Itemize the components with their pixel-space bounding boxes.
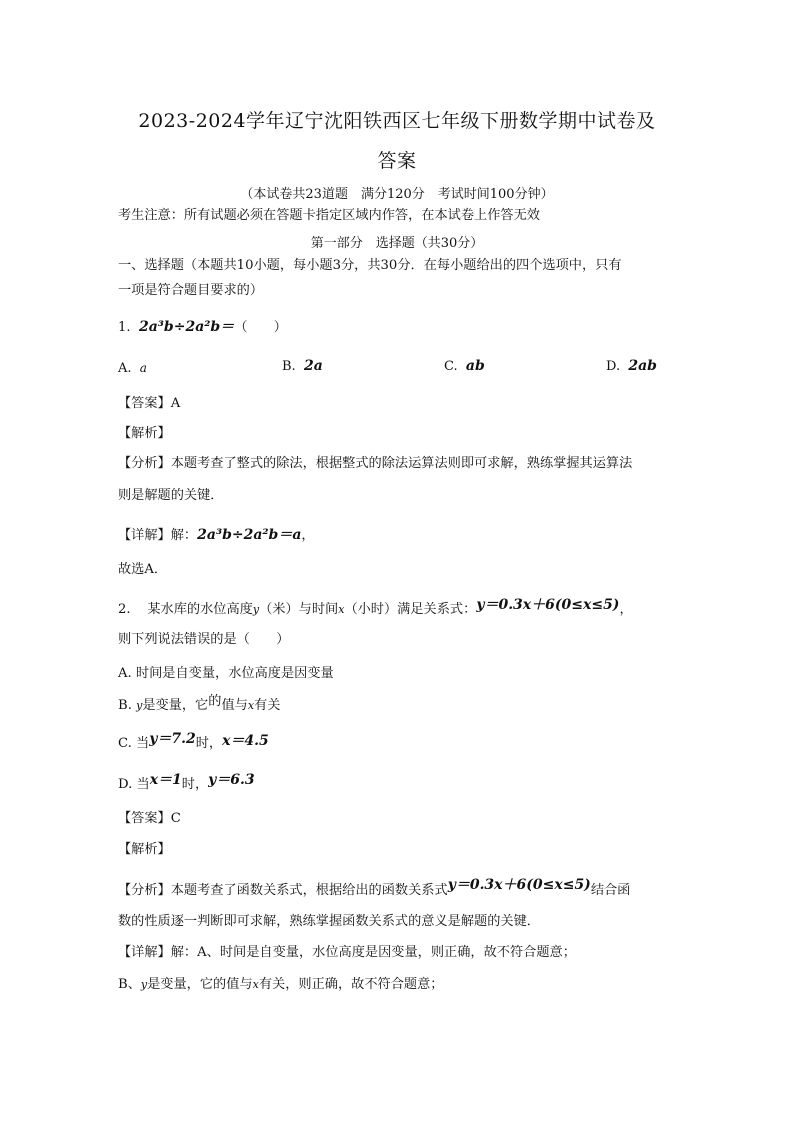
q2-analysis-line2: 数的性质逐一判断即可求解，熟练掌握函数关系式的意义是解题的关键． [118, 914, 540, 929]
question-1-stem [118, 318, 287, 337]
q2-analysis-formula: y＝0.3x＋6(0≤x≤5) [447, 877, 591, 893]
q1-analysis-line1: 【分析】本题考查了整式的除法，根据整式的除法运算法则即可求解，熟练掌握其运算法 [118, 456, 633, 471]
q2-option-d: D. 当x＝1时，y＝6.3 [118, 772, 255, 792]
q1-analysis-line2: 则是解题的关键． [118, 488, 224, 503]
page-title: 2023-2024学年辽宁沈阳铁西区七年级下册数学期中试卷及 [138, 110, 656, 132]
q1-detail-expression: 2a³b÷2a²b＝a [197, 527, 302, 543]
q2-analysis-heading: 【解析】 [118, 842, 171, 857]
q2-analysis-line1: 【分析】本题考查了函数关系式，根据给出的函数关系式y＝0.3x＋6(0≤x≤5)结合函 [118, 877, 631, 898]
page-title-continued: 答案 [377, 150, 417, 172]
q1-detail: 【详解】解：2a³b÷2a²b＝a， [118, 527, 315, 543]
part-one-title: 第一部分 选择题（共30分） [310, 236, 484, 251]
section-intro-line2: 一项是符合题目要求的） [118, 283, 264, 298]
question-2-stem: 2. 某水库的水位高度y（米）与时间x（小时）满足关系式：y＝0.3x＋6(0≤x≤5)， [118, 597, 633, 617]
answer-blank: （ ） [234, 320, 287, 335]
q1-option-b: B. 2a [282, 358, 323, 374]
question-1-expression: 2a³b÷2a²b＝ [138, 319, 235, 335]
q1-option-d: D. 2ab [606, 358, 657, 374]
exam-notice: 考生注意：所有试题必须在答题卡指定区域内作答，在本试卷上作答无效 [118, 208, 540, 223]
question-number: 1. [118, 320, 131, 335]
q2-answer: 【答案】C [118, 811, 181, 826]
q2-option-c: C. 当y＝7.2时，x＝4.5 [118, 731, 269, 751]
q2-detail-line2: B、y是变量，它的值与x有关，则正确，故不符合题意； [118, 977, 444, 992]
q2-detail-line1: 【详解】解：A、时间是自变量，水位高度是因变量，则正确，故不符合题意； [118, 945, 576, 960]
q1-analysis-heading: 【解析】 [118, 426, 171, 441]
q2-formula: y＝0.3x＋6(0≤x≤5) [476, 597, 620, 613]
q2-option-b: B. y是变量，它的值与x有关 [118, 694, 281, 713]
q1-option-c: C. ab [444, 358, 485, 374]
question-2-stem-line2: 则下列说法错误的是（ ） [118, 632, 290, 647]
q1-conclusion: 故选A． [118, 562, 168, 577]
section-intro-line1: 一、选择题（本题共10小题，每小题3分，共30分．在每小题给出的四个选项中，只有 [118, 258, 622, 273]
q1-answer: 【答案】A [118, 396, 181, 411]
exam-subtitle: （本试卷共23道题 满分120分 考试时间100分钟） [240, 187, 554, 202]
q2-option-a: A. 时间是自变量，水位高度是因变量 [118, 666, 334, 681]
q1-option-a: A. a [118, 361, 147, 376]
